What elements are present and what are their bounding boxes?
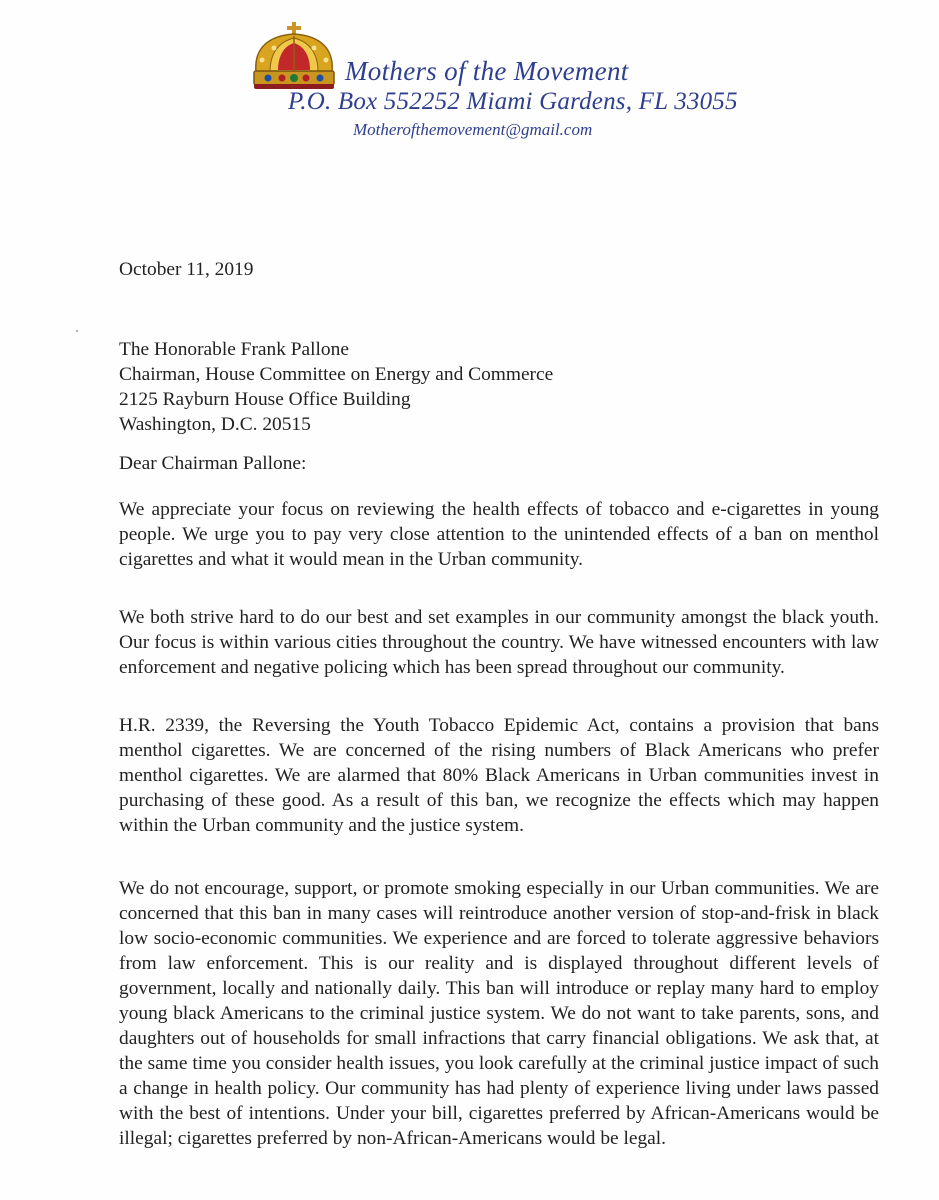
body-paragraph-4: We do not encourage, support, or promote smoking especially in our Urban communities. We are concerned that this ban in many cases will reintroduce another version of stop-and-frisk in black low socio-economic communities. We experience and are forced to tolerate aggressive behaviors from law enforcement. This is our reality and is displayed throughout different levels of government, locally and nationally daily. This ban will introduce or replay many hard to employ young black Americans to the criminal justice system. We do not want to take parents, sons, and daughters out of households for small infractions that carry financial obligations. We ask that, at the same time you consider health issues, you look carefully at the criminal justice impact of such a change in health policy. Our community has had plenty of experience living under laws passed with the best of intentions. Under your bill, cigarettes preferred by African-Americans would be illegal; cigarettes preferred by non-African-Americans would be legal. — [119, 878, 879, 1149]
scan-speck — [76, 330, 78, 332]
organization-address: P.O. Box 552252 Miami Gardens, FL 33055 — [288, 88, 738, 115]
letter-date: October 11, 2019 — [119, 259, 254, 280]
organization-email: Motherofthemovement@gmail.com — [353, 120, 593, 139]
recipient-block — [119, 337, 879, 437]
crown-icon — [248, 22, 340, 92]
recipient-address-line-1: 2125 Rayburn House Office Building — [119, 389, 411, 410]
recipient-address-line-2: Washington, D.C. 20515 — [119, 414, 311, 435]
salutation: Dear Chairman Pallone: — [119, 453, 307, 474]
recipient-title: Chairman, House Committee on Energy and Commerce — [119, 364, 554, 385]
body-paragraph-2: We both strive hard to do our best and set examples in our community amongst the black youth. Our focus is within various cities throughout the country. We have witnessed encounters with law enforcement and negative policing which has been spread throughout our community. — [119, 607, 879, 678]
body-paragraph-3: H.R. 2339, the Reversing the Youth Tobacco Epidemic Act, contains a provision that bans menthol cigarettes. We are concerned of the rising numbers of Black Americans who prefer menthol cigarettes. We are alarmed that 80% Black Americans in Urban communities invest in purchasing of these good. As a result of this ban, we recognize the effects which may happen within the Urban community and the justice system. — [119, 715, 879, 836]
recipient-name: The Honorable Frank Pallone — [119, 339, 349, 360]
organization-name: Mothers of the Movement — [345, 56, 629, 86]
body-paragraph-1: We appreciate your focus on reviewing the health effects of tobacco and e-cigarettes in young people. We urge you to pay very close attention to the unintended effects of a ban on menthol cigarettes and what it would mean in the Urban community. — [119, 499, 879, 570]
